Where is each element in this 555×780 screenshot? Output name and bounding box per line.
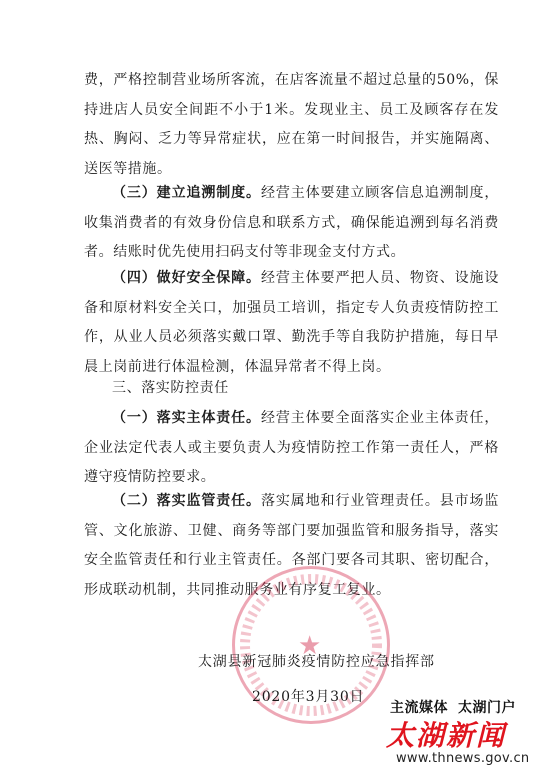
paragraph-continuation — [84, 66, 499, 184]
seal-star-icon: ★ — [298, 631, 322, 661]
paragraph-traceability — [84, 179, 499, 268]
watermark-url: www.thnews.gov.cn — [396, 751, 530, 766]
paragraph-safety — [84, 264, 499, 382]
issuer-signature: 太湖县新冠肺炎疫情防控应急指挥部 — [198, 654, 435, 670]
paragraph-lead: （一）落实主体责任。 — [112, 410, 261, 426]
watermark-tagline-left: 主流媒体 — [390, 700, 448, 716]
paragraph-subject-responsibility — [84, 404, 499, 493]
watermark-tagline-right: 太湖门户 — [458, 700, 516, 716]
paragraph-text: 经营主体要建立顾客信息追溯制度，收集消费者的有效身份信息和联系方式，确保能追溯到每名消费者。结账时优先使用扫码支付等非现金支付方式。 — [84, 185, 500, 260]
paragraph-text: 经营主体要全面落实企业主体责任，企业法定代表人或主要负责人为疫情防控工作第一责任人，严格遵守疫情防控要求。 — [84, 410, 500, 485]
paragraph-text: 经营主体要严把人员、物资、设施设备和原材料安全关口，加强员工培训，指定专人负责疫情防控工作，从业人员必须落实戴口罩、勤洗手等自我防护措施，每日早晨上岗前进行体温检测，体温异常者不得上岗。 — [84, 270, 500, 375]
paragraph-text: 费，严格控制营业场所客流，在店客流量不超过总量的50%，保持进店人员安全间距不小于1米。发现业主、员工及顾客存在发热、胸闷、乏力等异常症状，应在第一时间报告，并实施隔离、送医等措施。 — [84, 72, 499, 177]
watermark-brand-logo: 太湖新闻 — [386, 719, 507, 752]
site-watermark — [378, 697, 548, 771]
paragraph-lead: （四）做好安全保障。 — [112, 270, 261, 286]
section-heading: 三、落实防控责任 — [112, 380, 229, 396]
issue-date: 2020年3月30日 — [252, 689, 365, 705]
paragraph-lead: （三）建立追溯制度。 — [112, 185, 261, 201]
paragraph-lead: （二）落实监管责任。 — [112, 493, 261, 509]
paragraph-text: 落实属地和行业管理责任。县市场监管、文化旅游、卫健、商务等部门要加强监管和服务指导，落实安全监管责任和行业主管责任。各部门要各司其职、密切配合，形成联动机制，共同推动服务业有序复工复业。 — [84, 493, 500, 598]
